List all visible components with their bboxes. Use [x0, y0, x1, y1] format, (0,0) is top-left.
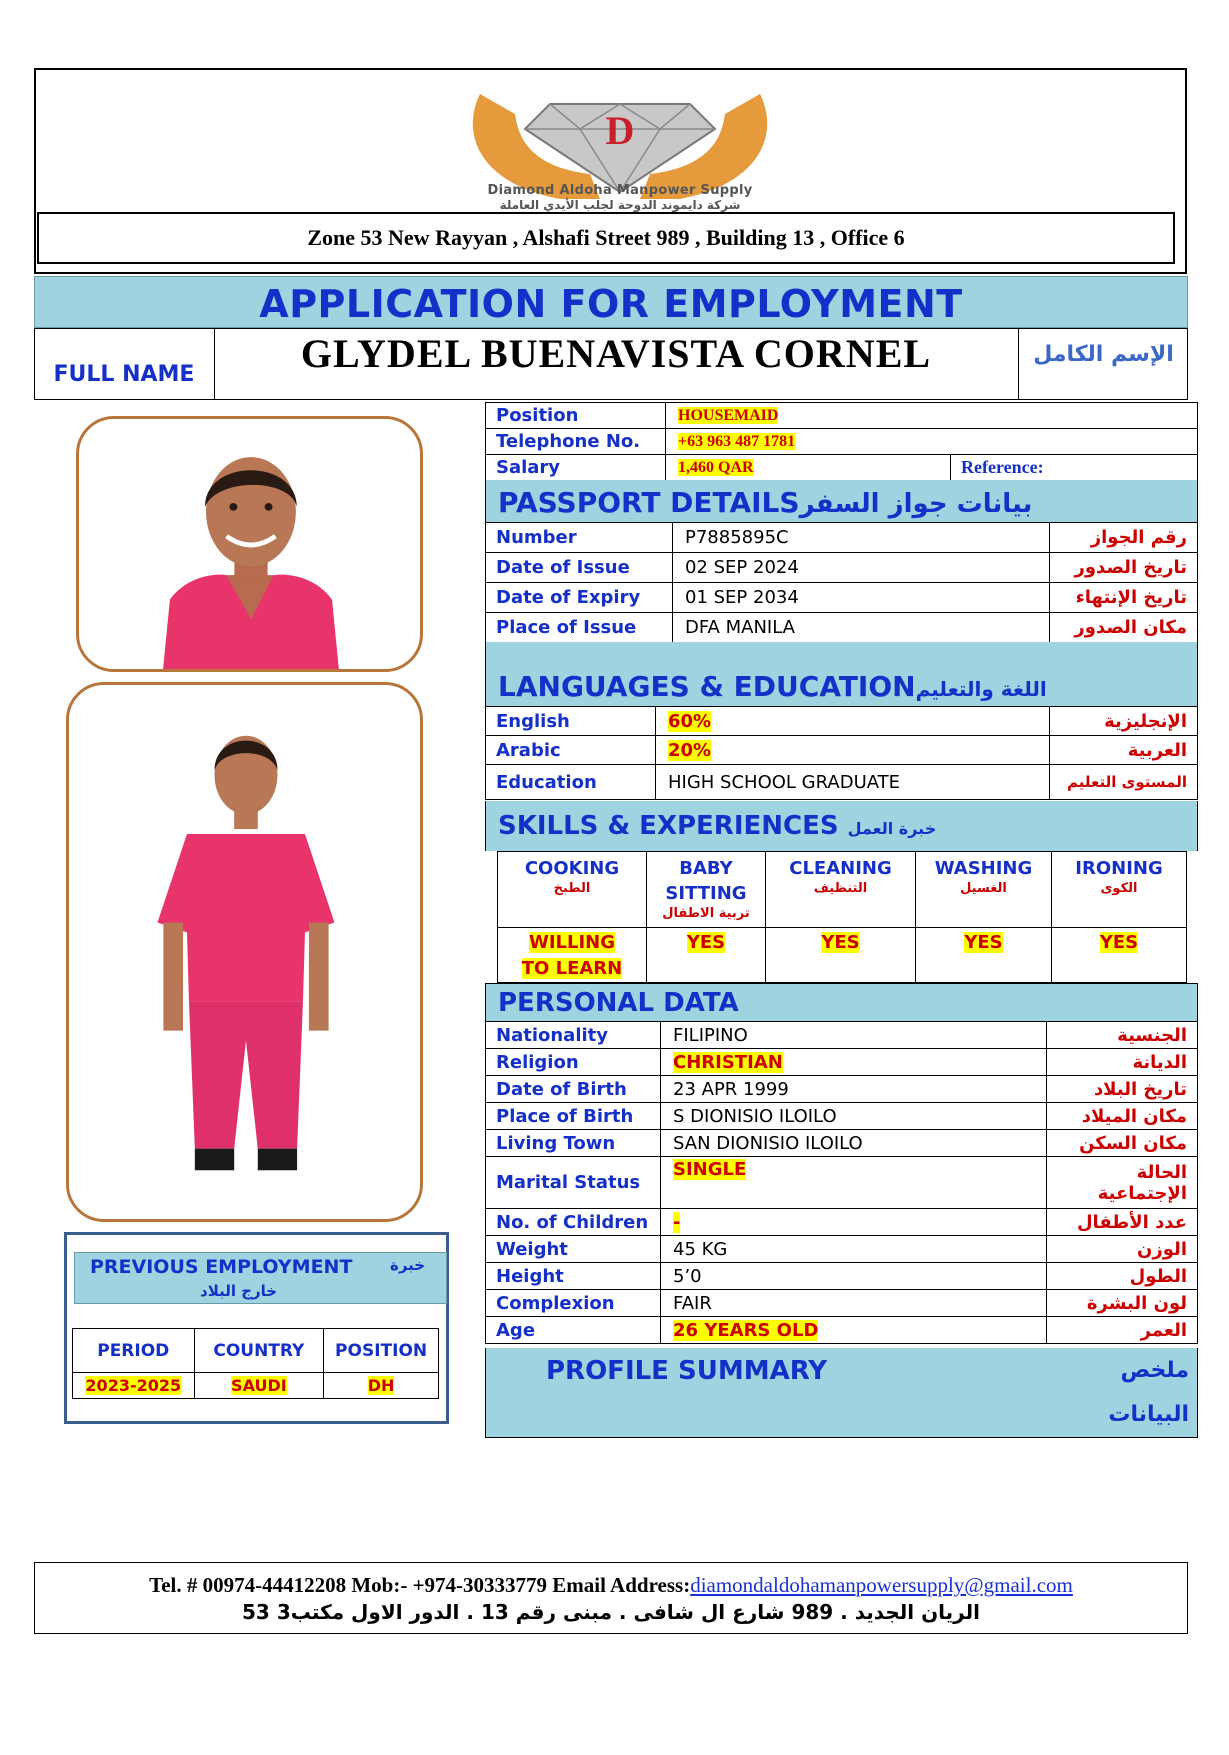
english-value: 60%: [656, 707, 1050, 736]
previous-employment-title-ar-2: خارج البلاد: [200, 1282, 278, 1300]
skill-baby-sitting: BABY SITTING تربية الاطفال: [647, 852, 766, 928]
table-row: [486, 1022, 1198, 1049]
children-value: -: [661, 1209, 1047, 1236]
footer-address-ar: 53 الريان الجديد . 989 شارع ال شافى . مبنى رقم 13 . الدور الاول مكتب3: [242, 1600, 980, 1624]
page-title: APPLICATION FOR EMPLOYMENT: [34, 276, 1188, 328]
portrait-photo: [76, 416, 423, 672]
office-address: Zone 53 New Rayyan , Alshafi Street 989 , Building 13 , Office 6: [37, 212, 1175, 264]
children-label: No. of Children: [486, 1209, 661, 1236]
living-town-label: Living Town: [486, 1130, 661, 1157]
footer: [34, 1562, 1188, 1634]
table-row: [486, 1049, 1198, 1076]
svg-text:D: D: [605, 108, 635, 153]
footer-contact: Tel. # 00974-44412208 Mob:- +974-30333779 Email Address:diamondaldohamanpowersupply@gmail.com: [149, 1573, 1073, 1597]
expiry-date-label: Date of Expiry: [486, 583, 673, 613]
profile-summary-title-ar: ملخص: [1120, 1358, 1189, 1383]
birth-place-label: Place of Birth: [486, 1103, 661, 1130]
table-row: [486, 1290, 1198, 1317]
education-value: HIGH SCHOOL GRADUATE: [656, 765, 1050, 800]
table-row: [486, 1209, 1198, 1236]
full-name-label-ar: الإسم الكامل: [1018, 328, 1188, 400]
weight-value: 45 KG: [661, 1236, 1047, 1263]
age-label: Age: [486, 1317, 661, 1344]
company-name-ar: شركة دايموند الدوحة لجلب الأيدي العاملة: [499, 198, 741, 212]
english-label-ar: الإنجليزية: [1050, 707, 1198, 736]
languages-table: [485, 706, 1198, 800]
table-row: [486, 1130, 1198, 1157]
skill-ironing: IRONING الكوى: [1052, 852, 1187, 928]
passport-number-value: P7885895C: [673, 523, 1050, 553]
children-label-ar: عدد الأطفال: [1047, 1209, 1198, 1236]
height-value: 5’0: [661, 1263, 1047, 1290]
profile-summary-title: PROFILE SUMMARY: [546, 1356, 828, 1386]
full-name-value: GLYDEL BUENAVISTA CORNEL: [300, 331, 932, 376]
full-body-image: [69, 685, 420, 1219]
country-header: COUNTRY: [194, 1329, 324, 1373]
skill-washing: WASHING الغسيل: [916, 852, 1052, 928]
passport-number-label: Number: [486, 523, 673, 553]
passport-title: PASSPORT DETAILS: [498, 486, 800, 519]
languages-section-header: [485, 642, 1198, 706]
skills-table: [497, 851, 1187, 983]
ironing-value: YES: [1052, 928, 1187, 983]
passport-number-label-ar: رقم الجواز: [1050, 523, 1198, 553]
period-value: 2023-2025: [73, 1373, 195, 1399]
washing-value: YES: [916, 928, 1052, 983]
passport-table: [485, 522, 1198, 643]
company-name-en: Diamond Aldoha Manpower Supply: [487, 183, 753, 198]
baby-sitting-value: YES: [647, 928, 766, 983]
period-header: PERIOD: [73, 1329, 195, 1373]
skills-section-header: [485, 801, 1198, 851]
religion-label: Religion: [486, 1049, 661, 1076]
birth-date-value: 23 APR 1999: [661, 1076, 1047, 1103]
previous-employment-title: PREVIOUS EMPLOYMENT: [90, 1256, 353, 1278]
arabic-label: Arabic: [486, 736, 656, 765]
position-header: POSITION: [324, 1329, 439, 1373]
complexion-value: FAIR: [661, 1290, 1047, 1317]
expiry-date-value: 01 SEP 2034: [673, 583, 1050, 613]
expiry-date-label-ar: تاريخ الإنتهاء: [1050, 583, 1198, 613]
skill-cleaning: CLEANING التنظيف: [766, 852, 916, 928]
religion-label-ar: الديانة: [1047, 1049, 1198, 1076]
arabic-value: 20%: [656, 736, 1050, 765]
skills-title: SKILLS & EXPERIENCES: [498, 811, 839, 841]
skills-title-ar: خبرة العمل: [847, 819, 937, 838]
education-label: Education: [486, 765, 656, 800]
marital-status-value: SINGLE: [661, 1157, 1047, 1209]
full-name-label: FULL NAME: [34, 328, 215, 400]
birth-date-label: Date of Birth: [486, 1076, 661, 1103]
personal-table: [485, 1021, 1198, 1344]
full-body-photo: [66, 682, 423, 1222]
table-row: [486, 523, 1198, 553]
arabic-label-ar: العربية: [1050, 736, 1198, 765]
nationality-value: FILIPINO: [661, 1022, 1047, 1049]
issue-place-label-ar: مكان الصدور: [1050, 613, 1198, 643]
table-row: [486, 1157, 1198, 1209]
education-label-ar: المستوى التعليم: [1050, 765, 1198, 800]
birth-place-value: S DIONISIO ILOILO: [661, 1103, 1047, 1130]
age-label-ar: العمر: [1047, 1317, 1198, 1344]
issue-date-label: Date of Issue: [486, 553, 673, 583]
english-label: English: [486, 707, 656, 736]
country-value: SAUDI: [194, 1373, 324, 1399]
table-row: [486, 707, 1198, 736]
nationality-label: Nationality: [486, 1022, 661, 1049]
previous-employment-table: [72, 1328, 439, 1399]
cleaning-value: YES: [766, 928, 916, 983]
height-label: Height: [486, 1263, 661, 1290]
table-row: [486, 1076, 1198, 1103]
table-row: [486, 1317, 1198, 1344]
table-row: [486, 613, 1198, 643]
table-row: [486, 1263, 1198, 1290]
complexion-label: Complexion: [486, 1290, 661, 1317]
age-value: 26 YEARS OLD: [661, 1317, 1047, 1344]
table-row: [486, 583, 1198, 613]
weight-label-ar: الوزن: [1047, 1236, 1198, 1263]
religion-value: CHRISTIAN: [661, 1049, 1047, 1076]
height-label-ar: الطول: [1047, 1263, 1198, 1290]
phone-label: Telephone No.: [486, 429, 666, 455]
nationality-label-ar: الجنسية: [1047, 1022, 1198, 1049]
table-row: [486, 736, 1198, 765]
marital-status-label-ar: الحالة الإجتماعية: [1047, 1157, 1198, 1209]
profile-summary-section: [485, 1348, 1198, 1438]
issue-place-label: Place of Issue: [486, 613, 673, 643]
profile-summary-title-ar-2: البيانات: [1108, 1402, 1189, 1427]
position-label: Position: [486, 403, 666, 429]
weight-label: Weight: [486, 1236, 661, 1263]
living-town-label-ar: مكان السكن: [1047, 1130, 1198, 1157]
issue-date-value: 02 SEP 2024: [673, 553, 1050, 583]
issue-place-value: DFA MANILA: [673, 613, 1050, 643]
table-row: [486, 1103, 1198, 1130]
languages-title-ar: اللغة والتعليم: [915, 677, 1047, 701]
cooking-value: WILLING TO LEARN: [498, 928, 647, 983]
birth-date-label-ar: تاريخ البلاد: [1047, 1076, 1198, 1103]
position-value: DH: [324, 1373, 439, 1399]
living-town-value: SAN DIONISIO ILOILO: [661, 1130, 1047, 1157]
table-row: [486, 765, 1198, 800]
complexion-label-ar: لون البشرة: [1047, 1290, 1198, 1317]
table-row: [486, 1236, 1198, 1263]
personal-section-header: [485, 983, 1198, 1021]
previous-employment-title-ar: خبرة: [390, 1256, 426, 1274]
job-table: [485, 402, 1198, 481]
passport-title-ar: بيانات جواز السفر: [799, 489, 1033, 519]
birth-place-label-ar: مكان الميلاد: [1047, 1103, 1198, 1130]
passport-section-header: [485, 480, 1198, 522]
skill-cooking: COOKING الطبخ: [498, 852, 647, 928]
salary-label: Salary: [486, 455, 666, 481]
portrait-image: [79, 419, 420, 669]
languages-title: LANGUAGES & EDUCATION: [498, 670, 916, 703]
salary-value: 1,460 QAR: [666, 455, 951, 481]
personal-title: PERSONAL DATA: [498, 988, 739, 1018]
position-value: HOUSEMAID: [666, 403, 1198, 429]
marital-status-label: Marital Status: [486, 1157, 661, 1209]
email-link[interactable]: diamondaldohamanpowersupply@gmail.com: [690, 1573, 1073, 1597]
reference-label: Reference:: [951, 455, 1198, 481]
issue-date-label-ar: تاريخ الصدور: [1050, 553, 1198, 583]
phone-value: +63 963 487 1781: [666, 429, 1198, 455]
table-row: [486, 553, 1198, 583]
